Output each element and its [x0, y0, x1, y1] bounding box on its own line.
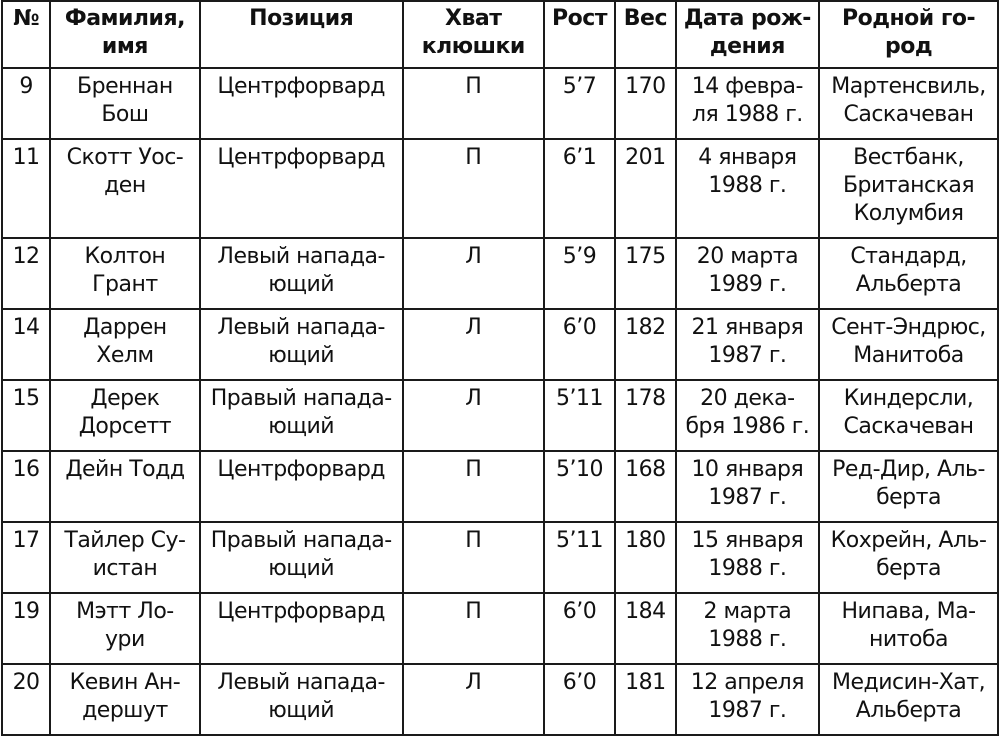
cell-number: 20 [2, 664, 50, 735]
cell-name: Колтон Грант [50, 238, 200, 309]
cell-number: 12 [2, 238, 50, 309]
table-header [2, 1, 998, 68]
cell-hometown: Нипава, Ма- нитоба [819, 593, 998, 664]
cell-weight: 201 [615, 139, 676, 238]
cell-number: 17 [2, 522, 50, 593]
cell-height: 6’0 [544, 664, 615, 735]
cell-position: Левый напада- ющий [200, 309, 403, 380]
table-row [2, 238, 998, 309]
cell-position: Левый напада- ющий [200, 664, 403, 735]
cell-hometown: Сент-Эндрюс, Манитоба [819, 309, 998, 380]
cell-shoots: Л [403, 664, 544, 735]
cell-position: Правый напада- ющий [200, 380, 403, 451]
cell-shoots: П [403, 68, 544, 139]
cell-weight: 178 [615, 380, 676, 451]
cell-number: 14 [2, 309, 50, 380]
cell-shoots: П [403, 522, 544, 593]
cell-weight: 184 [615, 593, 676, 664]
cell-name: Бреннан Бош [50, 68, 200, 139]
table-row [2, 522, 998, 593]
header-position: Позиция [200, 1, 403, 68]
cell-shoots: Л [403, 238, 544, 309]
cell-shoots: Л [403, 380, 544, 451]
table-body [2, 68, 998, 735]
cell-name: Дерек Дорсетт [50, 380, 200, 451]
cell-name: Кевин Ан- дершут [50, 664, 200, 735]
cell-position: Левый напада- ющий [200, 238, 403, 309]
cell-weight: 182 [615, 309, 676, 380]
cell-birth-date: 20 дека- бря 1986 г. [676, 380, 819, 451]
header-number: № [2, 1, 50, 68]
cell-name: Скотт Уос- ден [50, 139, 200, 238]
cell-weight: 181 [615, 664, 676, 735]
cell-birth-date: 4 января 1988 г. [676, 139, 819, 238]
cell-hometown: Мартенсвиль, Саскачеван [819, 68, 998, 139]
cell-name: Даррен Хелм [50, 309, 200, 380]
cell-name: Дейн Тодд [50, 451, 200, 522]
cell-birth-date: 20 марта 1989 г. [676, 238, 819, 309]
cell-hometown: Стандард, Альберта [819, 238, 998, 309]
cell-weight: 168 [615, 451, 676, 522]
cell-birth-date: 14 февра- ля 1988 г. [676, 68, 819, 139]
cell-birth-date: 21 января 1987 г. [676, 309, 819, 380]
cell-height: 5’9 [544, 238, 615, 309]
cell-birth-date: 10 января 1987 г. [676, 451, 819, 522]
cell-number: 19 [2, 593, 50, 664]
cell-hometown: Вестбанк, Британская Колумбия [819, 139, 998, 238]
table-row [2, 664, 998, 735]
cell-weight: 175 [615, 238, 676, 309]
cell-height: 5’11 [544, 522, 615, 593]
cell-birth-date: 15 января 1988 г. [676, 522, 819, 593]
cell-height: 6’0 [544, 309, 615, 380]
header-name: Фамилия, имя [50, 1, 200, 68]
roster-table [1, 0, 999, 736]
cell-shoots: П [403, 139, 544, 238]
cell-height: 6’0 [544, 593, 615, 664]
cell-height: 5’11 [544, 380, 615, 451]
table-row [2, 68, 998, 139]
cell-position: Правый напада- ющий [200, 522, 403, 593]
cell-hometown: Кохрейн, Аль- берта [819, 522, 998, 593]
cell-position: Центрфорвард [200, 68, 403, 139]
header-birth-date: Дата рож- дения [676, 1, 819, 68]
cell-height: 6’1 [544, 139, 615, 238]
header-hometown: Родной го- род [819, 1, 998, 68]
cell-height: 5’10 [544, 451, 615, 522]
header-weight: Вес [615, 1, 676, 68]
header-shoots: Хват клюшки [403, 1, 544, 68]
cell-hometown: Киндерсли, Саскачеван [819, 380, 998, 451]
cell-birth-date: 2 марта 1988 г. [676, 593, 819, 664]
cell-number: 15 [2, 380, 50, 451]
cell-shoots: П [403, 593, 544, 664]
cell-position: Центрфорвард [200, 139, 403, 238]
header-height: Рост [544, 1, 615, 68]
table-row [2, 593, 998, 664]
cell-number: 9 [2, 68, 50, 139]
table-row [2, 139, 998, 238]
cell-height: 5’7 [544, 68, 615, 139]
cell-position: Центрфорвард [200, 593, 403, 664]
table-row [2, 451, 998, 522]
cell-shoots: Л [403, 309, 544, 380]
cell-name: Мэтт Ло- ури [50, 593, 200, 664]
header-row [2, 1, 998, 68]
cell-number: 11 [2, 139, 50, 238]
cell-birth-date: 12 апреля 1987 г. [676, 664, 819, 735]
table-row [2, 309, 998, 380]
cell-hometown: Ред-Дир, Аль- берта [819, 451, 998, 522]
cell-position: Центрфорвард [200, 451, 403, 522]
table-row [2, 380, 998, 451]
cell-hometown: Медисин-Хат, Альберта [819, 664, 998, 735]
cell-weight: 170 [615, 68, 676, 139]
cell-weight: 180 [615, 522, 676, 593]
cell-name: Тайлер Су- истан [50, 522, 200, 593]
cell-number: 16 [2, 451, 50, 522]
cell-shoots: П [403, 451, 544, 522]
